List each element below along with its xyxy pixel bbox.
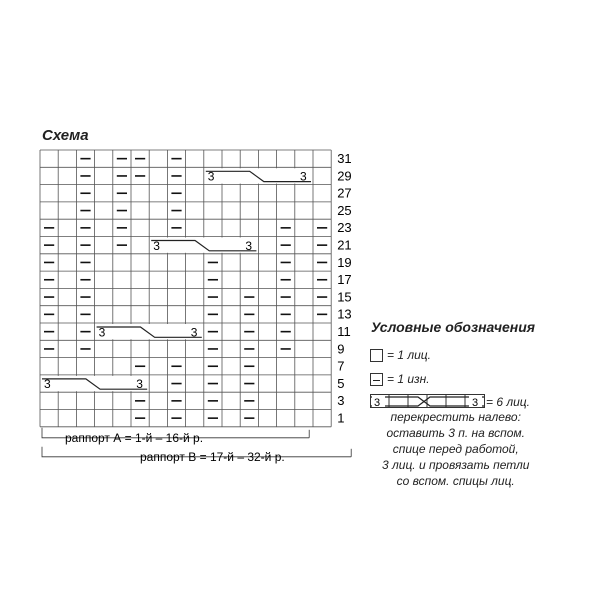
- legend-knit: [370, 348, 431, 362]
- row-number: 13: [337, 306, 352, 322]
- cable-desc-line: перекрестить налево:: [390, 410, 521, 424]
- cable-desc-line: оставить 3 п. на вспом.: [386, 426, 525, 440]
- cable-count: 3: [44, 377, 51, 392]
- row-number: 9: [337, 341, 345, 357]
- row-number: 23: [337, 220, 352, 236]
- cable-count: 3: [153, 238, 160, 253]
- legend-knit-label: = 1 лиц.: [387, 348, 431, 362]
- rapport-a-label: раппорт А = 1-й – 16-й р.: [65, 430, 204, 445]
- row-number: 29: [337, 168, 352, 184]
- cable-count: 3: [190, 325, 198, 340]
- legend-cable-description: [382, 409, 529, 489]
- row-number: 7: [337, 358, 345, 374]
- rapport-b-label: раппорт В = 17-й – 32-й р.: [140, 449, 285, 464]
- row-number: 19: [337, 254, 352, 270]
- legend-purl-label: = 1 изн.: [387, 372, 430, 386]
- row-number: 27: [337, 185, 352, 201]
- chart-title: Схема: [42, 127, 89, 144]
- cable-desc-line: со вспом. спицы лиц.: [396, 474, 515, 488]
- row-number: 31: [337, 151, 352, 166]
- row-number: 1: [337, 410, 345, 426]
- row-number: 3: [337, 393, 345, 409]
- cable-count-right: 3: [472, 397, 479, 409]
- legend-cable-label: = 6 лиц.: [486, 395, 530, 409]
- cable-count-left: 3: [374, 397, 381, 409]
- row-number: 17: [337, 272, 352, 288]
- row-number: 11: [337, 324, 351, 339]
- row-number: 21: [337, 237, 352, 253]
- row-number: 25: [337, 202, 352, 218]
- cable-count: 3: [98, 325, 106, 340]
- cable-count: 3: [300, 169, 307, 184]
- row-number: 15: [337, 289, 352, 305]
- cable-symbol: [370, 394, 486, 409]
- purl-symbol: [370, 373, 383, 386]
- legend-title: Условные обозначения: [371, 319, 536, 335]
- cable-desc-line: 3 лиц. и провязать петли: [382, 458, 530, 472]
- row-number: 5: [337, 375, 345, 391]
- cable-count: 3: [136, 377, 143, 392]
- legend-purl: [370, 372, 430, 386]
- cable-count: 3: [207, 169, 215, 184]
- knit-symbol: [370, 349, 383, 362]
- cable-count: 3: [245, 238, 253, 253]
- cable-desc-line: спице перед работой,: [392, 442, 519, 456]
